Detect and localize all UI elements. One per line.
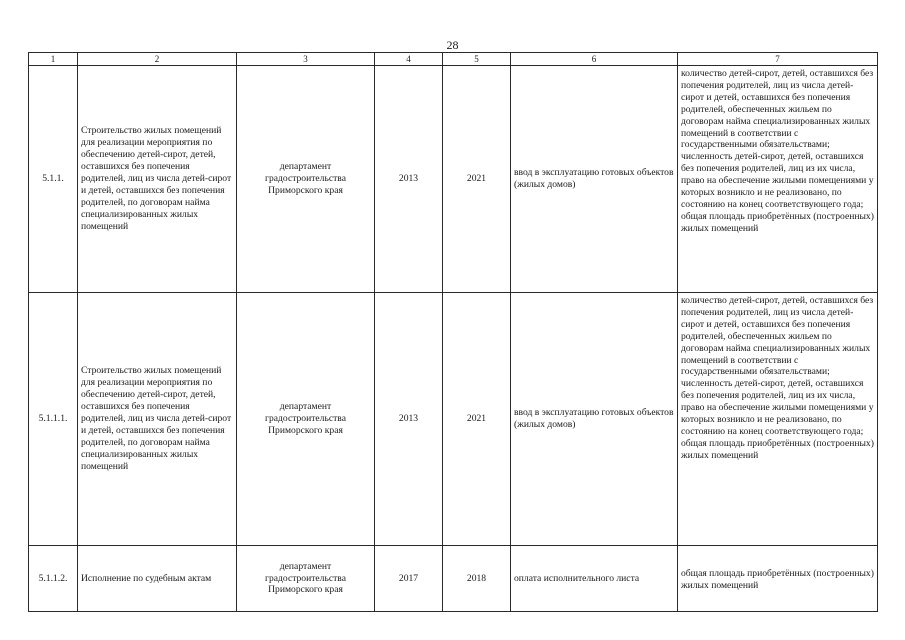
measure-indicator: количество детей-сирот, детей, оставшихся без попечения родителей, лиц из числа детей-сирот и детей, оставшихся без попечения родителей, обеспеченных жильем по договорам найма специализированных жилых помещений в соответствии с государственными обязательствами; численность детей-сирот, детей, оставшихся без попечения родителей, лиц из их числа, право на обеспечение жилыми помещениями у которых возникло и не реализовано, по состоянию на конец соответствующего года; общая площадь приобретённых (построенных) жилых помещений (678, 66, 878, 293)
measure-start-year: 2013 (375, 66, 443, 293)
measure-end-year: 2021 (443, 293, 511, 546)
measure-name: Строительство жилых помещений для реализации мероприятия по обеспечению детей-сирот, детей, оставшихся без попечения родителей, лиц из числа детей-сирот и детей, оставшихся без попечения родителей, по договорам найма специализированных жилых помещений (78, 293, 237, 546)
measure-start-year: 2013 (375, 293, 443, 546)
column-number: 4 (375, 53, 443, 66)
column-number-row (29, 53, 878, 66)
column-number: 5 (443, 53, 511, 66)
table-row (29, 293, 878, 546)
measure-result: ввод в эксплуатацию готовых объектов (жилых домов) (511, 293, 678, 546)
column-number: 1 (29, 53, 78, 66)
measure-result: оплата исполнительного листа (511, 546, 678, 612)
column-number: 7 (678, 53, 878, 66)
measure-executor: департамент градостроительства Приморского края (237, 66, 375, 293)
measure-code: 5.1.1.1. (29, 293, 78, 546)
column-number: 2 (78, 53, 237, 66)
measure-indicator: общая площадь приобретённых (построенных) жилых помещений (678, 546, 878, 612)
measure-name: Исполнение по судебным актам (78, 546, 237, 612)
measure-executor: департамент градостроительства Приморского края (237, 546, 375, 612)
measure-name: Строительство жилых помещений для реализации мероприятия по обеспечению детей-сирот, детей, оставшихся без попечения родителей, лиц из числа детей-сирот и детей, оставшихся без попечения родителей, по договорам найма специализированных жилых помещений (78, 66, 237, 293)
measure-code: 5.1.1.2. (29, 546, 78, 612)
table-row (29, 546, 878, 612)
measure-end-year: 2021 (443, 66, 511, 293)
measure-start-year: 2017 (375, 546, 443, 612)
measure-result: ввод в эксплуатацию готовых объектов (жилых домов) (511, 66, 678, 293)
measure-code: 5.1.1. (29, 66, 78, 293)
table-row (29, 66, 878, 293)
page-number: 28 (446, 38, 459, 52)
measure-executor: департамент градостроительства Приморского края (237, 293, 375, 546)
column-number: 6 (511, 53, 678, 66)
program-measures-table (28, 52, 878, 612)
measure-end-year: 2018 (443, 546, 511, 612)
column-number: 3 (237, 53, 375, 66)
measure-indicator: количество детей-сирот, детей, оставшихся без попечения родителей, лиц из числа детей-сирот и детей, оставшихся без попечения родителей, обеспеченных жильем по договорам найма специализированных жилых помещений в соответствии с государственными обязательствами; численность детей-сирот, детей, оставшихся без попечения родителей, лиц из их числа, право на обеспечение жилыми помещениями у которых возникло и не реализовано, по состоянию на конец соответствующего года; общая площадь приобретённых (построенных) жилых помещений (678, 293, 878, 546)
